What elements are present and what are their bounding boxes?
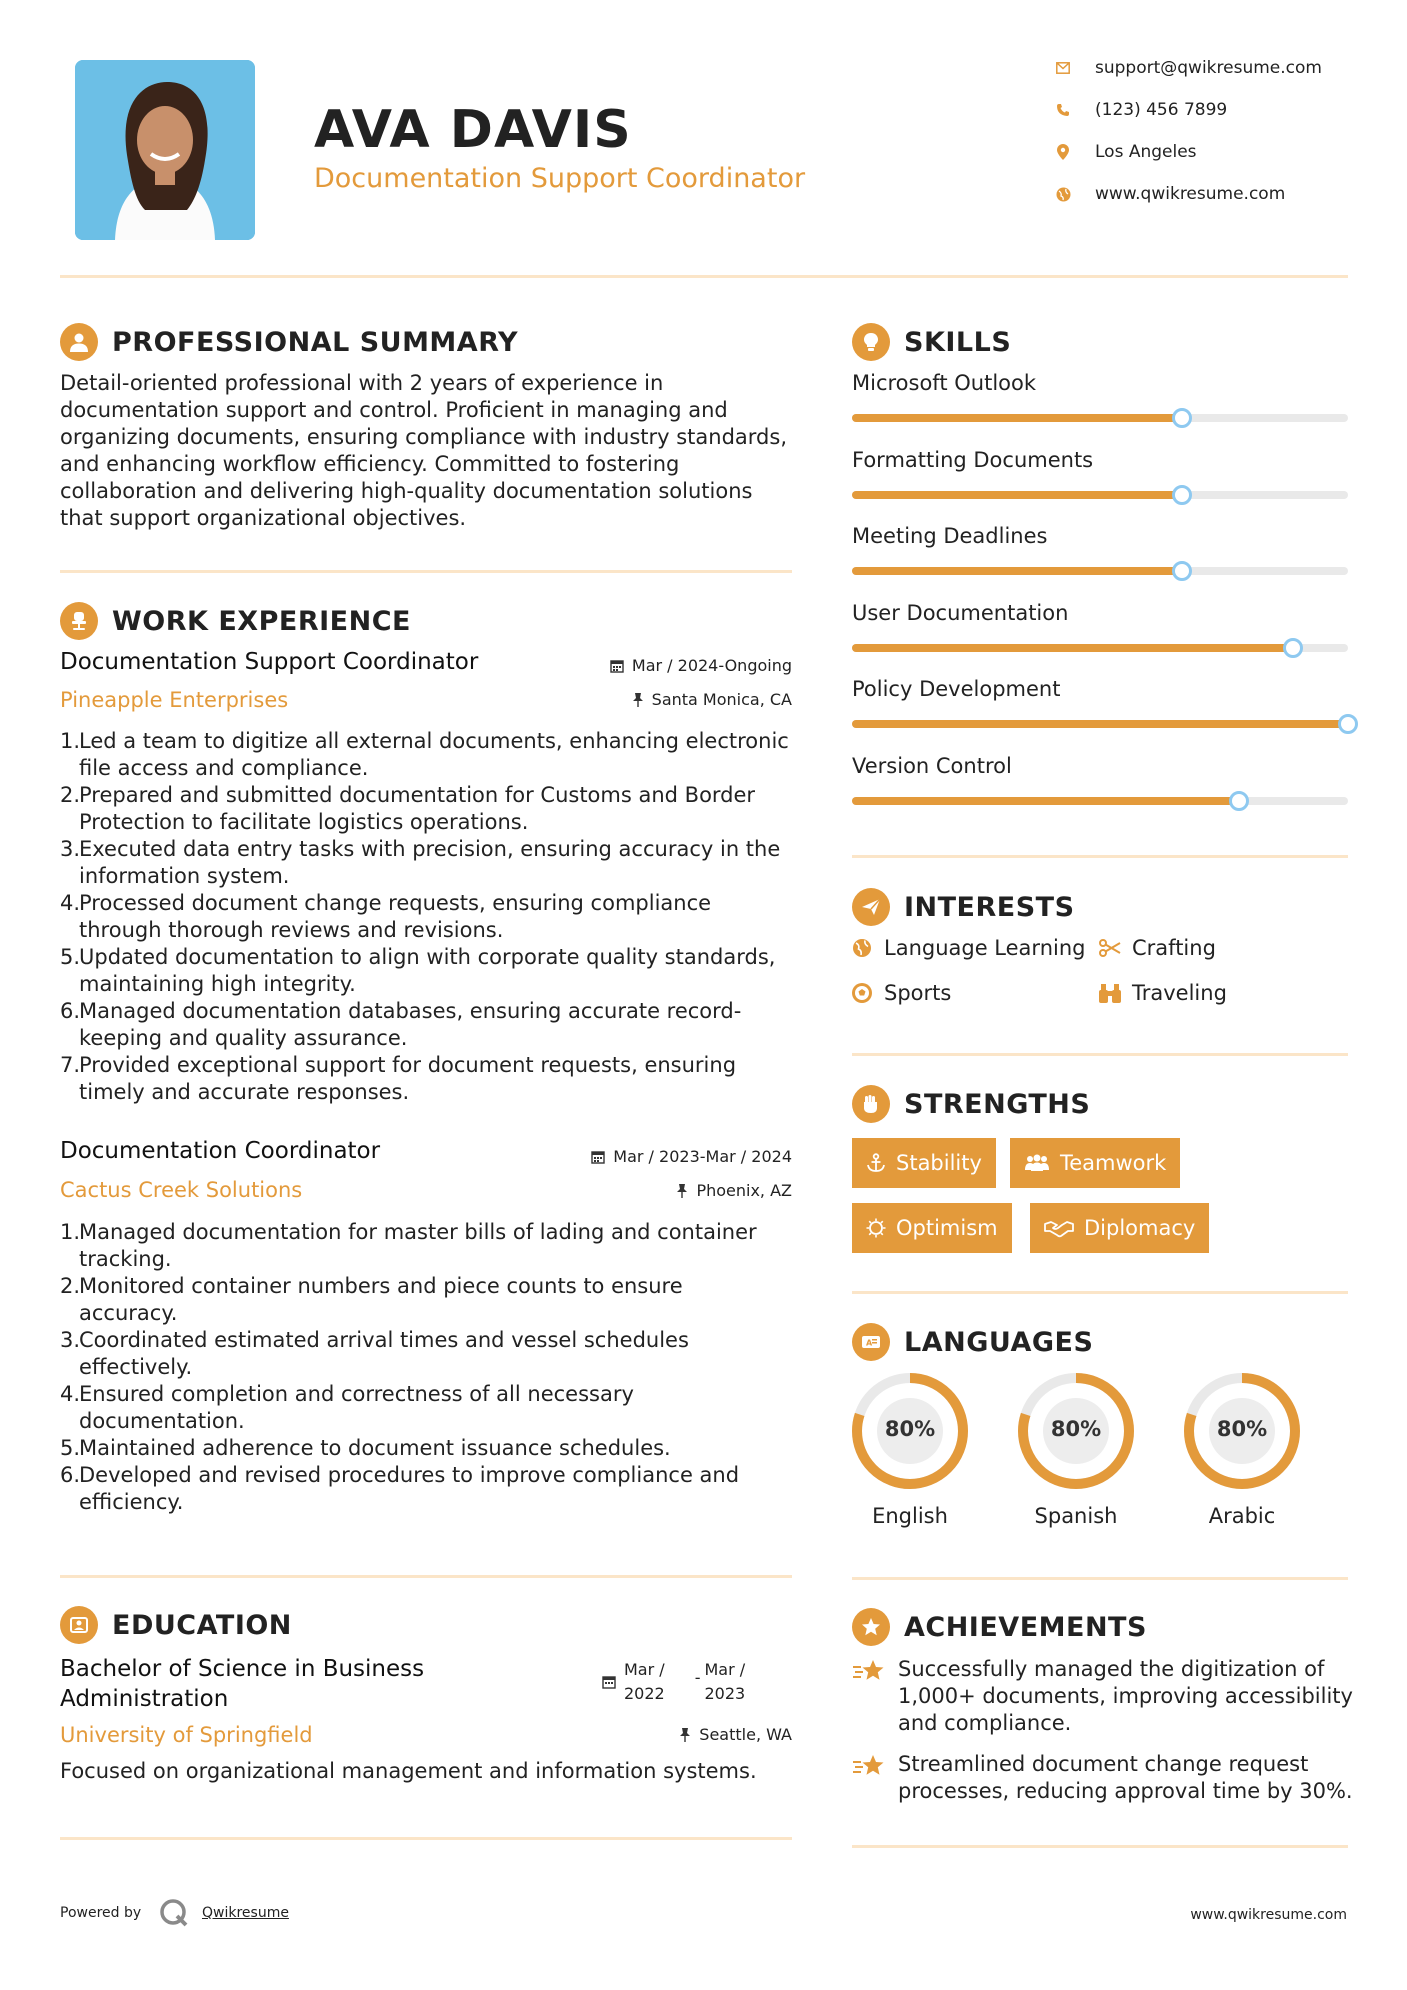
job-bullets	[60, 728, 800, 1106]
skill-bar-knob	[1172, 408, 1192, 428]
list-item: 6. Managed documentation databases, ensuring accurate record- keeping and quality assurance.	[60, 999, 742, 1050]
qwikresume-link[interactable]: Qwikresume	[202, 1905, 289, 1921]
section-divider	[60, 1575, 792, 1578]
summary-line: Detail-oriented professional with 2 years of experience in	[60, 371, 664, 395]
skill-label: Policy Development	[852, 677, 1061, 701]
list-item: 5. Updated documentation to align with corporate quality standards, maintaining high integrity.	[60, 945, 776, 996]
section-divider	[852, 1053, 1348, 1056]
summary-heading: PROFESSIONAL SUMMARY	[112, 326, 519, 358]
list-item: 3. Executed data entry tasks with precision, ensuring accuracy in the information system.	[60, 837, 781, 888]
calendar-icon	[591, 1150, 605, 1164]
job-location-text: Phoenix, AZ	[696, 1181, 792, 1200]
interest-traveling: Traveling	[1098, 981, 1227, 1005]
language-percent: 80%	[884, 1417, 936, 1441]
job-location	[540, 1181, 792, 1200]
skill-bar-track	[852, 644, 1348, 652]
job-location-text: Santa Monica, CA	[651, 690, 792, 709]
pushpin-icon	[632, 693, 644, 707]
list-item: 4. Ensured completion and correctness of all necessary documentation.	[60, 1382, 634, 1433]
company-name: Cactus Creek Solutions	[60, 1178, 303, 1202]
achievements-heading: ACHIEVEMENTS	[904, 1611, 1147, 1643]
strength-badge-diplomacy: Diplomacy	[1030, 1203, 1209, 1253]
skill-label: Formatting Documents	[852, 447, 1094, 472]
skill-bar-fill	[852, 567, 1182, 575]
contact-website[interactable]	[1055, 184, 1285, 204]
interest-language-learning: Language Learning	[850, 936, 1085, 960]
contact-email-text: support@qwikresume.com	[1095, 58, 1322, 78]
skill-bar-fill	[852, 414, 1182, 422]
shooting-star-icon	[852, 1751, 886, 1805]
list-item: 1. Led a team to digitize all external documents, enhancing electronic file access and compliance.	[60, 729, 789, 780]
globe-icon	[1055, 186, 1071, 202]
skill-bar-track	[852, 720, 1348, 728]
summary-line: organizing documents, ensuring compliance with industry standards,	[60, 425, 787, 449]
job-dates	[540, 656, 792, 675]
skills-heading: SKILLS	[904, 326, 1012, 358]
sun-icon	[866, 1218, 886, 1238]
degree-title: Bachelor of Science in Business Administration	[60, 1656, 425, 1712]
powered-by-text: Powered by	[60, 1905, 142, 1921]
summary-line: that support organizational objectives.	[60, 506, 467, 530]
language-name: English	[872, 1504, 948, 1528]
calendar-icon	[602, 1658, 616, 1706]
languages-header	[852, 1323, 1093, 1361]
education-header	[60, 1606, 292, 1644]
lightbulb-icon	[852, 323, 890, 361]
contact-phone[interactable]	[1055, 100, 1227, 120]
job-title: Documentation Support Coordinator	[60, 649, 479, 675]
skill-bar-fill	[852, 720, 1348, 728]
language-name: Arabic	[1208, 1504, 1276, 1528]
contact-location-text: Los Angeles	[1095, 142, 1197, 162]
summary-text	[60, 370, 800, 532]
svg-text:A: A	[866, 1338, 873, 1348]
envelope-icon	[1055, 60, 1071, 76]
strengths-header	[852, 1085, 1090, 1123]
work-heading: WORK EXPERIENCE	[112, 605, 411, 637]
scissors-icon	[1098, 938, 1122, 958]
contact-location	[1055, 142, 1197, 162]
qwikresume-logo-icon	[158, 1897, 190, 1933]
list-item: 5. Maintained adherence to document issuance schedules.	[60, 1436, 671, 1460]
work-header	[60, 602, 411, 640]
school-name: University of Springfield	[60, 1723, 313, 1747]
phone-icon	[1055, 102, 1071, 118]
fist-icon	[852, 1085, 890, 1123]
skill-bar-knob	[1229, 791, 1249, 811]
education-location: Seattle, WA	[540, 1725, 792, 1744]
language-name: Spanish	[1034, 1504, 1118, 1528]
skill-bar-track	[852, 491, 1348, 499]
language-percent: 80%	[1050, 1417, 1102, 1441]
handshake-icon	[1044, 1218, 1074, 1238]
binoculars-icon	[1098, 982, 1122, 1004]
interest-sports: Sports	[850, 981, 951, 1005]
job-location	[540, 690, 792, 709]
strength-badge-stability: Stability	[852, 1138, 996, 1188]
achievement-item: Successfully managed the digitization of 1,000+ documents, improving accessibility and compliance.	[852, 1656, 1353, 1737]
education-heading: EDUCATION	[112, 1609, 292, 1641]
education-dates: Mar / 2022 - Mar / 2023	[602, 1658, 745, 1706]
skill-bar-fill	[852, 797, 1239, 805]
skill-bar-track	[852, 797, 1348, 805]
language-percent: 80%	[1216, 1417, 1268, 1441]
job-dates-text: Mar / 2024-Ongoing	[631, 656, 792, 675]
job-dates-text: Mar / 2023-Mar / 2024	[613, 1147, 792, 1166]
star-badge-icon	[852, 1608, 890, 1646]
profile-photo	[75, 60, 255, 240]
interest-crafting: Crafting	[1098, 936, 1216, 960]
interests-heading: INTERESTS	[904, 891, 1075, 923]
skill-label: Meeting Deadlines	[852, 524, 1048, 548]
pushpin-icon	[679, 1728, 691, 1742]
skill-bar-knob	[1338, 714, 1358, 734]
language-card-icon	[852, 1323, 890, 1361]
skill-bar-track	[852, 414, 1348, 422]
strength-badge-teamwork: Teamwork	[1010, 1138, 1180, 1188]
skill-bar-knob	[1172, 561, 1192, 581]
skills-header	[852, 323, 1011, 361]
section-divider	[852, 1845, 1348, 1848]
contact-website-text: www.qwikresume.com	[1095, 184, 1286, 204]
candidate-name: AVA DAVIS	[314, 100, 632, 160]
summary-line: collaboration and delivering high-quality documentation solutions	[60, 479, 753, 503]
skill-label: Version Control	[852, 753, 1012, 778]
languages-heading: LANGUAGES	[904, 1326, 1094, 1358]
achievements-header	[852, 1608, 1147, 1646]
list-item: 3. Coordinated estimated arrival times and vessel schedules effectively.	[60, 1328, 689, 1379]
contact-phone-text: (123) 456 7899	[1095, 100, 1228, 120]
strengths-heading: STRENGTHS	[904, 1088, 1091, 1120]
section-divider	[60, 570, 792, 573]
summary-header	[60, 323, 518, 361]
list-item: 7. Provided exceptional support for document requests, ensuring timely and accurate responses.	[60, 1053, 737, 1104]
header-divider	[60, 275, 1348, 278]
anchor-icon	[866, 1153, 886, 1173]
job-dates	[540, 1147, 792, 1166]
user-icon	[60, 323, 98, 361]
section-divider	[852, 855, 1348, 858]
list-item: 6. Developed and revised procedures to improve compliance and efficiency.	[60, 1463, 740, 1514]
chair-icon	[60, 602, 98, 640]
section-divider	[852, 1291, 1348, 1294]
shooting-star-icon	[852, 1656, 886, 1737]
globe-icon	[850, 938, 874, 958]
soccer-ball-icon	[850, 982, 874, 1004]
section-divider	[60, 1837, 792, 1840]
paper-plane-icon	[852, 888, 890, 926]
job-bullets	[60, 1219, 800, 1516]
job-title: Documentation Coordinator	[60, 1138, 381, 1164]
skill-label: Microsoft Outlook	[852, 371, 1037, 395]
person-portrait-icon	[75, 60, 255, 240]
strength-badge-optimism: Optimism	[852, 1203, 1012, 1253]
achievement-item: Streamlined document change request processes, reducing approval time by 30%.	[852, 1751, 1353, 1805]
company-name: Pineapple Enterprises	[60, 688, 289, 712]
users-icon	[1024, 1153, 1050, 1173]
summary-line: and enhancing workflow efficiency. Committed to fostering	[60, 452, 680, 476]
summary-line: documentation support and control. Proficient in managing and	[60, 398, 728, 422]
graduate-icon	[60, 1606, 98, 1644]
skill-bar-track	[852, 567, 1348, 575]
education-description: Focused on organizational management and information systems.	[60, 1759, 757, 1783]
skill-label: User Documentation	[852, 600, 1069, 625]
calendar-icon	[610, 659, 624, 673]
skill-bar-fill	[852, 491, 1182, 499]
skill-bar-knob	[1172, 485, 1192, 505]
list-item: 1. Managed documentation for master bills of lading and container tracking.	[60, 1220, 757, 1271]
skill-bar-fill	[852, 644, 1293, 652]
list-item: 4. Processed document change requests, ensuring compliance through thorough reviews and revisions.	[60, 891, 712, 942]
candidate-title: Documentation Support Coordinator	[314, 163, 806, 194]
contact-email[interactable]	[1055, 58, 1322, 78]
pushpin-icon	[676, 1184, 688, 1198]
map-pin-icon	[1055, 144, 1071, 160]
footer-website-link[interactable]: www.qwikresume.com	[1190, 1907, 1347, 1923]
list-item: 2. Prepared and submitted documentation for Customs and Border Protection to facilitate logistics operations.	[60, 783, 756, 834]
interests-header	[852, 888, 1075, 926]
list-item: 2. Monitored container numbers and piece counts to ensure accuracy.	[60, 1274, 683, 1325]
section-divider	[852, 1577, 1348, 1580]
skill-bar-knob	[1283, 638, 1303, 658]
